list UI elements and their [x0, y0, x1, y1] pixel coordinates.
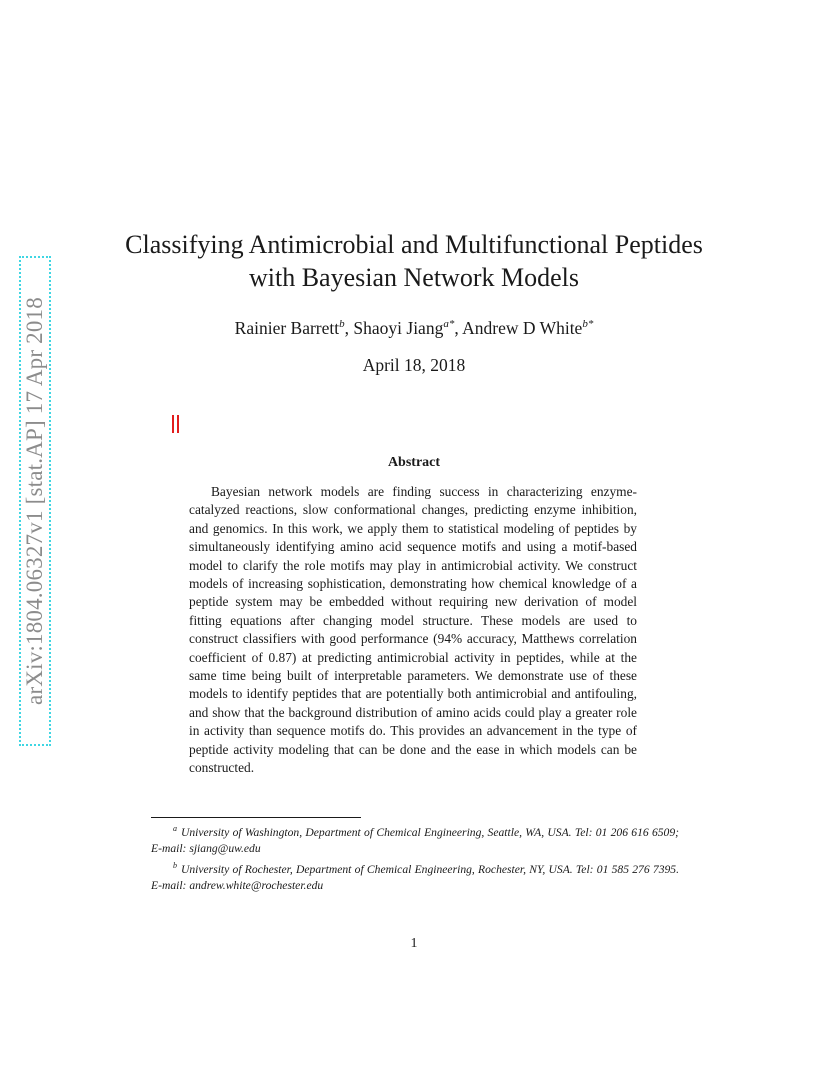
author-affiliation-mark: a*	[443, 318, 455, 331]
arxiv-stamp-text: arXiv:1804.06327v1 [stat.AP] 17 Apr 2018	[22, 297, 47, 705]
author-name: Rainier Barrett	[234, 318, 340, 338]
abstract-body: Bayesian network models are finding success in characterizing enzyme-catalyzed reactions, slow conformational changes, predicting enzyme inhibition, and genomics. In this work, we apply them to statistical modeling of peptides by simultaneously identifying amino acid sequence motifs and using a motif-based model to clarify the role motifs may play in antimicrobial activity. We construct models of increasing sophistication, demonstrating how chemical knowledge of a peptide system may be embedded without requiring new derivation of model fitting equations after changing model structure. These models are used to construct classifiers with good performance (94% accuracy, Matthews correlation coefficient of 0.87) at predicting antimicrobial activity in peptides, while at the same time being built of interpretable parameters. We demonstrate use of these models to identify peptides that are potentially both antimicrobial and antifouling, and show that the background distribution of amino acids could play a greater role in activity than sequence motifs do. This provides an advancement in the type of peptide activity modeling that can be done and the ease in which models can be constructed.	[189, 484, 637, 776]
paper-title: Classifying Antimicrobial and Multifunctional Peptides with Bayesian Network Models	[125, 230, 703, 292]
abstract-heading: Abstract	[387, 455, 441, 470]
footnote-text: University of Washington, Department of Chemical Engineering, Seattle, WA, USA. Tel: 01 206 616 6509; E-mail: sjiang@uw.edu	[151, 825, 679, 856]
arxiv-stamp	[19, 256, 51, 746]
author-name: Shaoyi Jiang	[353, 318, 444, 338]
footnote-item	[151, 858, 679, 895]
footnote-divider	[151, 817, 361, 818]
author-name: Andrew D White	[462, 318, 583, 338]
author-affiliation-mark: b*	[582, 318, 594, 331]
page-number: 1	[410, 936, 418, 951]
footnote-mark: a	[173, 824, 177, 833]
author-list: Rainier Barrett$^b$, Shaoyi Jiang$^{a*}$, Andrew D White$^{b*}$	[234, 318, 594, 338]
red-bar-mark	[172, 415, 180, 433]
footnotes	[151, 821, 679, 895]
footnote-text: University of Rochester, Department of Chemical Engineering, Rochester, NY, USA. Tel: 01 585 276 7395. E-mail: andrew.white@rochester.edu	[151, 862, 679, 893]
paper-date: April 18, 2018	[362, 355, 466, 375]
footnote-item	[151, 821, 679, 858]
author-affiliation-mark: b	[339, 318, 345, 331]
footnote-mark: b	[173, 860, 177, 870]
